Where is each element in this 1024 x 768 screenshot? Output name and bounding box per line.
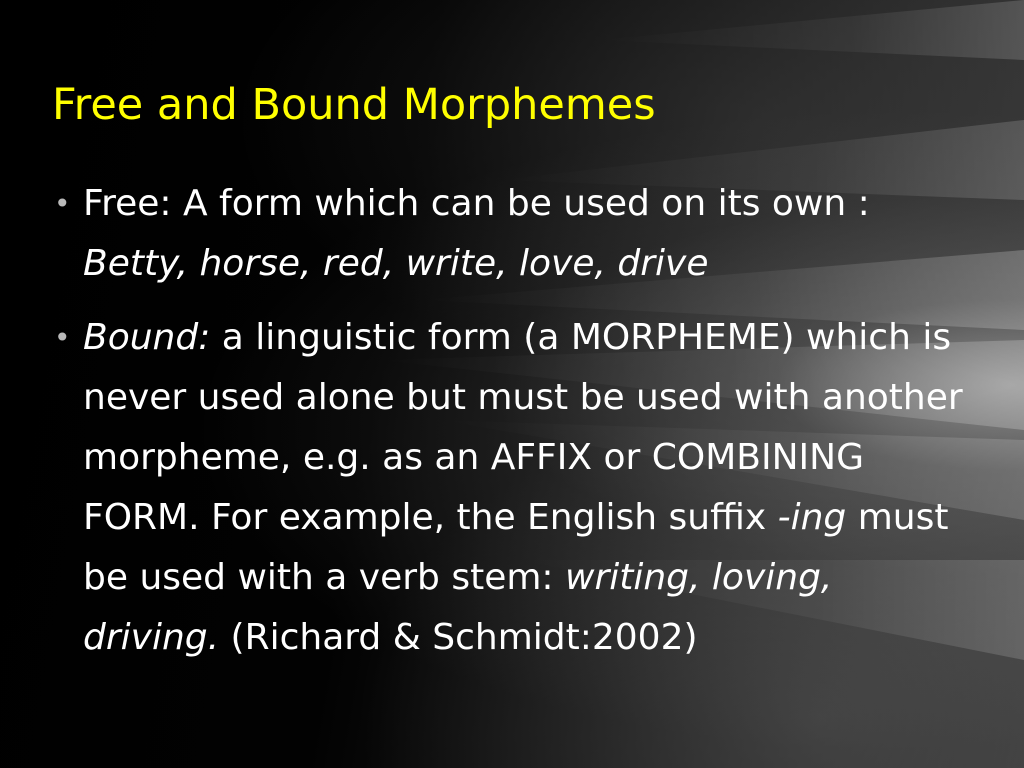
bullet-list [52, 174, 972, 682]
bound-examples-text: writing, loving, driving. [83, 557, 833, 658]
slide-title: Free and Bound Morphemes [52, 80, 656, 130]
bullet-free [52, 174, 972, 294]
bullet-dot-icon: • [54, 187, 71, 220]
free-definition-text: Free: A form which can be used on its own : [83, 183, 870, 224]
bound-term-text: Bound: [83, 317, 211, 358]
free-examples-text: Betty, horse, red, write, love, drive [83, 243, 709, 284]
bound-definition-text: a linguistic form (a MORPHEME) which is never used alone but must be used with another morpheme, e.g. as an AFFIX or COMBINING FORM. For example, the English suffix [83, 317, 963, 538]
citation-text: (Richard & Schmidt:2002) [219, 617, 698, 658]
bullet-bound-text [83, 317, 963, 658]
suffix-example-text: -ing [777, 497, 847, 538]
bullet-free-text [83, 183, 870, 284]
bullet-dot-icon: • [54, 321, 71, 354]
bullet-bound [52, 308, 972, 668]
verb-stem-text: must be used with a verb stem: [83, 497, 949, 598]
